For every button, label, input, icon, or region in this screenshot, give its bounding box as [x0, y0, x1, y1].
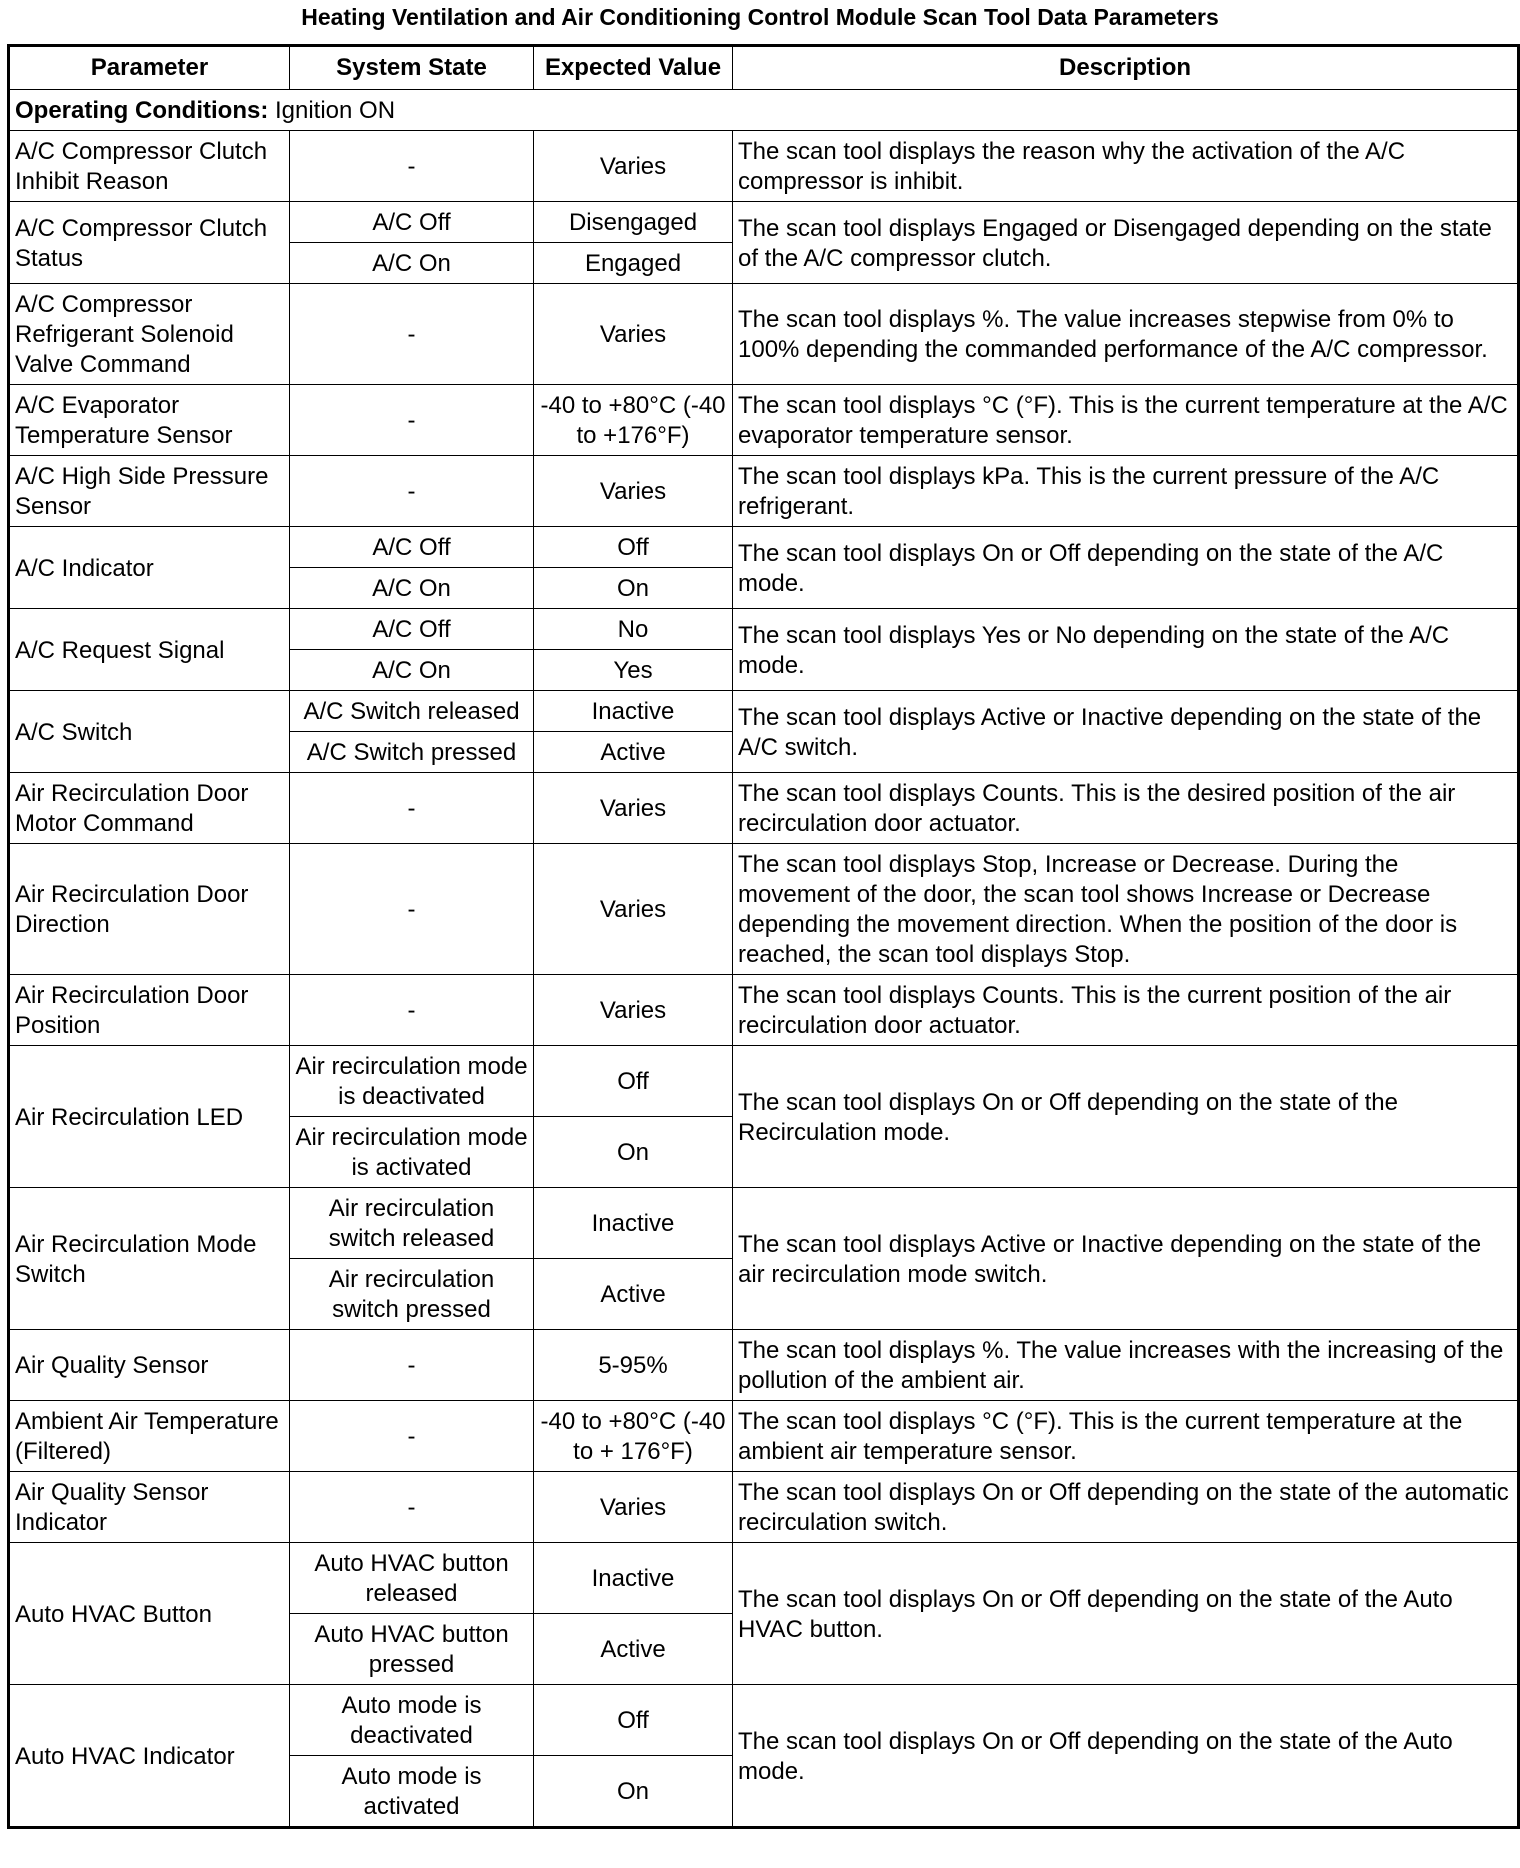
system-state-cell: Air recirculation mode is activated: [290, 1117, 534, 1188]
expected-value-cell: Inactive: [534, 1188, 733, 1259]
system-state-cell: A/C On: [290, 243, 534, 284]
description-cell: The scan tool displays Active or Inactive depending on the state of the air recirculation mode switch.: [733, 1188, 1519, 1330]
expected-value-cell: Varies: [534, 131, 733, 202]
table-row: [9, 975, 1519, 1046]
operating-conditions-value: Ignition ON: [268, 97, 396, 124]
expected-value-cell: Varies: [534, 844, 733, 975]
description-cell: The scan tool displays kPa. This is the current pressure of the A/C refrigerant.: [733, 456, 1519, 527]
expected-value-cell: On: [534, 568, 733, 609]
parameter-cell: A/C Compressor Clutch Inhibit Reason: [9, 131, 290, 202]
header-system-state: System State: [290, 46, 534, 90]
parameter-cell: A/C Compressor Refrigerant Solenoid Valve Command: [9, 284, 290, 385]
parameter-cell: A/C Evaporator Temperature Sensor: [9, 385, 290, 456]
description-cell: The scan tool displays Stop, Increase or Decrease. During the movement of the door, the scan tool shows Increase or Decrease depending the movement direction. When the position of the door is reached, the scan tool displays Stop.: [733, 844, 1519, 975]
description-cell: The scan tool displays Yes or No depending on the state of the A/C mode.: [733, 609, 1519, 691]
parameter-cell: Auto HVAC Button: [9, 1543, 290, 1685]
header-row: [9, 46, 1519, 90]
description-cell: The scan tool displays %. The value increases stepwise from 0% to 100% depending the commanded performance of the A/C compressor.: [733, 284, 1519, 385]
parameter-cell: A/C High Side Pressure Sensor: [9, 456, 290, 527]
system-state-cell: A/C On: [290, 568, 534, 609]
table-row: [9, 1543, 1519, 1614]
system-state-cell: -: [290, 1472, 534, 1543]
parameter-cell: A/C Request Signal: [9, 609, 290, 691]
parameter-cell: Air Recirculation Door Position: [9, 975, 290, 1046]
operating-conditions-row: [9, 90, 1519, 131]
table-row: [9, 691, 1519, 732]
system-state-cell: -: [290, 1401, 534, 1472]
parameter-cell: A/C Compressor Clutch Status: [9, 202, 290, 284]
system-state-cell: -: [290, 131, 534, 202]
expected-value-cell: Yes: [534, 650, 733, 691]
system-state-cell: Air recirculation switch released: [290, 1188, 534, 1259]
parameter-cell: Air Recirculation Mode Switch: [9, 1188, 290, 1330]
description-cell: The scan tool displays the reason why the activation of the A/C compressor is inhibit.: [733, 131, 1519, 202]
description-cell: The scan tool displays °C (°F). This is the current temperature at the ambient air temperature sensor.: [733, 1401, 1519, 1472]
system-state-cell: -: [290, 284, 534, 385]
system-state-cell: Auto mode is deactivated: [290, 1685, 534, 1756]
expected-value-cell: Active: [534, 1614, 733, 1685]
expected-value-cell: -40 to +80°C (-40 to +176°F): [534, 385, 733, 456]
expected-value-cell: Active: [534, 732, 733, 773]
system-state-cell: Air recirculation switch pressed: [290, 1259, 534, 1330]
table-row: [9, 456, 1519, 527]
expected-value-cell: Inactive: [534, 1543, 733, 1614]
description-cell: The scan tool displays On or Off depending on the state of the A/C mode.: [733, 527, 1519, 609]
table-row: [9, 202, 1519, 243]
system-state-cell: -: [290, 385, 534, 456]
system-state-cell: -: [290, 975, 534, 1046]
table-row: [9, 131, 1519, 202]
expected-value-cell: On: [534, 1756, 733, 1828]
system-state-cell: Auto mode is activated: [290, 1756, 534, 1828]
system-state-cell: -: [290, 844, 534, 975]
expected-value-cell: Varies: [534, 284, 733, 385]
system-state-cell: A/C On: [290, 650, 534, 691]
table-row: [9, 844, 1519, 975]
table-body: [9, 90, 1519, 1828]
parameter-cell: Air Recirculation Door Motor Command: [9, 773, 290, 844]
expected-value-cell: Inactive: [534, 691, 733, 732]
system-state-cell: Air recirculation mode is deactivated: [290, 1046, 534, 1117]
expected-value-cell: Disengaged: [534, 202, 733, 243]
system-state-cell: Auto HVAC button pressed: [290, 1614, 534, 1685]
description-cell: The scan tool displays Active or Inactive depending on the state of the A/C switch.: [733, 691, 1519, 773]
parameter-cell: A/C Indicator: [9, 527, 290, 609]
expected-value-cell: Varies: [534, 773, 733, 844]
table-row: [9, 1188, 1519, 1259]
parameter-cell: Ambient Air Temperature (Filtered): [9, 1401, 290, 1472]
scan-tool-parameters-table: [7, 44, 1520, 1829]
system-state-cell: -: [290, 773, 534, 844]
expected-value-cell: Active: [534, 1259, 733, 1330]
header-parameter: Parameter: [9, 46, 290, 90]
parameter-cell: Air Recirculation Door Direction: [9, 844, 290, 975]
parameter-cell: Air Quality Sensor: [9, 1330, 290, 1401]
parameter-cell: Air Recirculation LED: [9, 1046, 290, 1188]
system-state-cell: A/C Off: [290, 202, 534, 243]
description-cell: The scan tool displays Counts. This is the current position of the air recirculation door actuator.: [733, 975, 1519, 1046]
expected-value-cell: Varies: [534, 975, 733, 1046]
expected-value-cell: Off: [534, 527, 733, 568]
expected-value-cell: Off: [534, 1685, 733, 1756]
header-description: Description: [733, 46, 1519, 90]
table-row: [9, 1401, 1519, 1472]
table-row: [9, 1330, 1519, 1401]
table-row: [9, 1685, 1519, 1756]
parameter-cell: Air Quality Sensor Indicator: [9, 1472, 290, 1543]
parameter-cell: A/C Switch: [9, 691, 290, 773]
expected-value-cell: 5-95%: [534, 1330, 733, 1401]
expected-value-cell: No: [534, 609, 733, 650]
header-expected-value: Expected Value: [534, 46, 733, 90]
table-row: [9, 284, 1519, 385]
expected-value-cell: -40 to +80°C (-40 to + 176°F): [534, 1401, 733, 1472]
table-row: [9, 527, 1519, 568]
system-state-cell: A/C Off: [290, 527, 534, 568]
expected-value-cell: Engaged: [534, 243, 733, 284]
description-cell: The scan tool displays °C (°F). This is the current temperature at the A/C evaporator temperature sensor.: [733, 385, 1519, 456]
description-cell: The scan tool displays On or Off depending on the state of the automatic recirculation switch.: [733, 1472, 1519, 1543]
expected-value-cell: Varies: [534, 456, 733, 527]
operating-conditions: [9, 90, 1519, 131]
operating-conditions-label: Operating Conditions:: [15, 97, 269, 124]
description-cell: The scan tool displays Engaged or Disengaged depending on the state of the A/C compressor clutch.: [733, 202, 1519, 284]
table-row: [9, 1472, 1519, 1543]
expected-value-cell: Varies: [534, 1472, 733, 1543]
system-state-cell: A/C Switch released: [290, 691, 534, 732]
system-state-cell: Auto HVAC button released: [290, 1543, 534, 1614]
system-state-cell: -: [290, 1330, 534, 1401]
system-state-cell: A/C Off: [290, 609, 534, 650]
description-cell: The scan tool displays %. The value increases with the increasing of the pollution of the ambient air.: [733, 1330, 1519, 1401]
system-state-cell: A/C Switch pressed: [290, 732, 534, 773]
parameter-cell: Auto HVAC Indicator: [9, 1685, 290, 1828]
description-cell: The scan tool displays On or Off depending on the state of the Auto mode.: [733, 1685, 1519, 1828]
table-row: [9, 609, 1519, 650]
table-row: [9, 385, 1519, 456]
table-row: [9, 1046, 1519, 1117]
page-title: Heating Ventilation and Air Conditioning Control Module Scan Tool Data Parameters: [301, 4, 1219, 30]
description-cell: The scan tool displays On or Off depending on the state of the Recirculation mode.: [733, 1046, 1519, 1188]
description-cell: The scan tool displays On or Off depending on the state of the Auto HVAC button.: [733, 1543, 1519, 1685]
table-row: [9, 773, 1519, 844]
expected-value-cell: On: [534, 1117, 733, 1188]
system-state-cell: -: [290, 456, 534, 527]
expected-value-cell: Off: [534, 1046, 733, 1117]
description-cell: The scan tool displays Counts. This is the desired position of the air recirculation door actuator.: [733, 773, 1519, 844]
